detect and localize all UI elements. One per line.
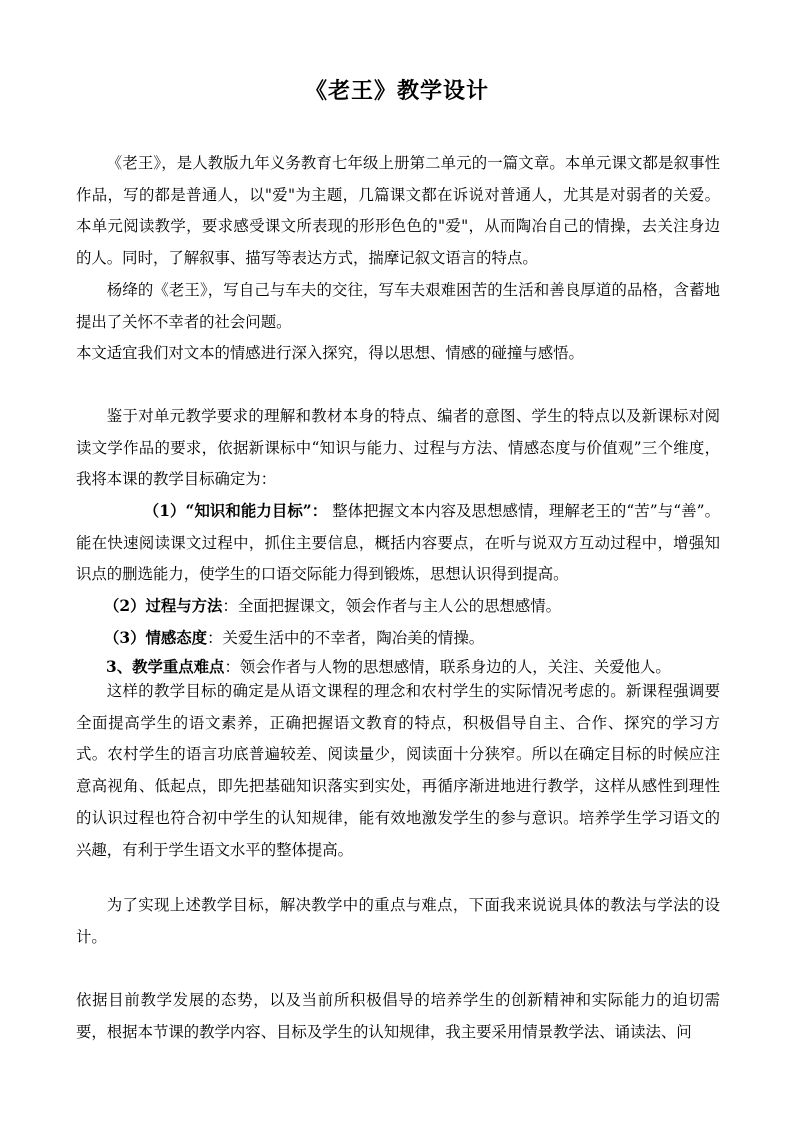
intro-paragraph: 《老王》，是人教版九年义务教育七年级上册第二单元的一篇文章。本单元课文都是叙事性作品，写的都是普通人，以"爱"为主题，几篇课文都在诉说对普通人，尤其是对弱者的关爱。本单元阅读教学，要求感受课文所表现的形形色色的"爱"，从而陶冶自己的情操，去关注身边的人。同时，了解叙事、描写等表达方式，揣摩记叙文语言的特点。 [76,154,720,268]
goal-emotion-text: ：关爱生活中的不幸者，陶冶美的情操。 [207,629,485,647]
rationale-paragraph: 这样的教学目标的确定是从语文课程的理念和农村学生的实际情况考虑的。新课程强调要全面提高学生的语文素养，正确把握语文教育的特点，积极倡导自主、合作、探究的学习方式。农村学生的语言功底普遍较差、阅读量少，阅读面十分狭窄。所以在确定目标的时候应注意高视角、低起点，即先把基础知识落实到实处，再循序渐进地进行教学，这样从感性到理性的认识过程也符合初中学生的认知规律，能有效地激发学生的参与意识。培养学生学习语文的兴趣，有利于学生语文水平的整体提高。 [76,682,720,859]
goal-emotion-label: （3）情感态度 [104,629,208,647]
goal-emotion-line [104,623,764,655]
goal-knowledge-text-cont: “善”。能在快速阅读课文过程中，抓住主要信息，概括内容要点，在听与说双方互动过程中，增强知识点的删选能力，使学生的口语交际能力得到锻炼，思想认识得到提高。 [76,502,720,584]
goals-intro-paragraph: 鉴于对单元教学要求的理解和教材本身的特点、编者的意图、学生的特点以及新课标对阅读文学作品的要求，依据新课标中“知识与能力、过程与方法、情感态度与价值观”三个维度，我将本课的教学目标确定为： [76,407,720,489]
key-difficulty-label: 3、教学重点难点 [106,658,225,676]
goal-process-line [104,591,764,623]
exploration-paragraph: 本文适宜我们对文本的情感进行深入探究，得以思想、情感的碰撞与感悟。 [76,344,584,362]
goal-knowledge-label: （1）“知识和能力目标”： [143,502,328,520]
method-intro-paragraph: 为了实现上述教学目标，解决教学中的重点与难点，下面我来说说具体的教法与学法的设计。 [76,896,720,946]
document-title: 《老王》教学设计 [304,78,489,104]
author-paragraph: 杨绛的《老王》，写自己与车夫的交往，写车夫艰难困苦的生活和善良厚道的品格，含蓄地提出了关怀不幸者的社会问题。 [76,281,720,331]
goal-knowledge-text: 整体把握文本内容及思想感情，理解老王的“苦”与 [327,502,674,520]
key-difficulty-text: ：领会作者与人物的思想感情，联系身边的人，关注、关爱他人。 [224,658,671,676]
method-paragraph: 依据目前教学发展的态势，以及当前所积极倡导的培养学生的创新精神和实际能力的迫切需要，根据本节课的教学内容、目标及学生的认知规律，我主要采用情景教学法、诵读法、问 [76,991,720,1041]
goal-knowledge-paragraph [76,496,720,591]
goal-process-text: ：全面把握课文，领会作者与主人公的思想感情。 [222,597,562,615]
goal-process-label: （2）过程与方法 [104,597,223,615]
